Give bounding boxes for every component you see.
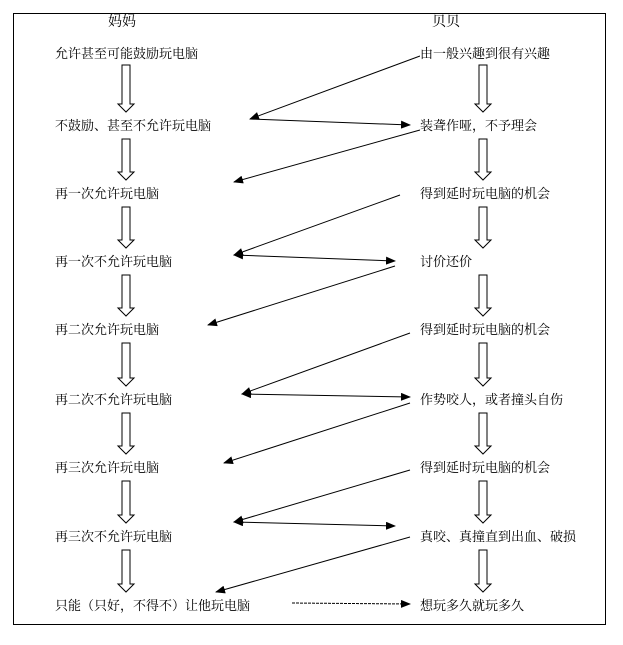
baby-down-arrow-4 — [475, 275, 491, 316]
baby-step-7: 得到延时玩电脑的机会 — [420, 461, 551, 476]
link-bite-to-allow-third — [224, 403, 410, 463]
mom-step-3: 再一次允许玩电脑 — [55, 187, 160, 202]
baby-step-6: 作势咬人，或者撞头自伤 — [420, 393, 564, 408]
baby-step-9: 想玩多久就玩多久 — [420, 599, 525, 614]
baby-down-arrow-3 — [475, 207, 491, 248]
baby-down-arrow-2 — [475, 139, 491, 180]
mom-step-4: 再一次不允许玩电脑 — [55, 255, 173, 270]
mom-step-6: 再二次不允许玩电脑 — [55, 393, 173, 408]
baby-step-3: 得到延时玩电脑的机会 — [420, 187, 551, 202]
link-mom1-to-baby-from-right — [250, 56, 420, 119]
baby-step-8: 真咬、真撞直到出血、破损 — [420, 530, 577, 545]
mom-down-arrow-1 — [118, 65, 134, 112]
mom-step-1: 允许甚至可能鼓励玩电脑 — [55, 47, 199, 62]
baby-step-5: 得到延时玩电脑的机会 — [420, 323, 551, 338]
mom-down-arrow-4 — [118, 275, 134, 316]
baby-down-arrow-1 — [475, 65, 491, 112]
mom-step-7: 再三次允许玩电脑 — [55, 461, 160, 476]
mom-step-9: 只能（只好，不得不）让他玩电脑 — [55, 599, 251, 614]
baby-down-arrow-8 — [475, 550, 491, 592]
mom-down-arrow-7 — [118, 481, 134, 523]
link-delay-to-disallow-second — [242, 333, 410, 394]
link-real-bite-to-only-allow — [216, 537, 410, 592]
link-disallow-third-to-real-bite — [234, 522, 395, 526]
link-disallow-to-bargain — [234, 255, 395, 261]
mom-down-arrow-3 — [118, 207, 134, 248]
link-delay-to-disallow-again — [234, 195, 400, 255]
link-disallow-second-to-bite — [242, 394, 410, 397]
baby-column-header: 贝贝 — [432, 14, 460, 30]
link-discourage-to-ignore — [250, 119, 410, 125]
link-ignore-to-allow-again — [234, 130, 420, 182]
mom-down-arrow-2 — [118, 139, 134, 180]
mom-down-arrow-6 — [118, 413, 134, 454]
mom-down-arrow-5 — [118, 343, 134, 386]
baby-step-4: 讨价还价 — [420, 255, 473, 270]
link-bargain-to-allow-second — [208, 266, 395, 325]
mom-step-2: 不鼓励、甚至不允许玩电脑 — [55, 119, 212, 134]
baby-step-2: 装聋作哑，不予理会 — [420, 119, 538, 134]
baby-down-arrow-6 — [475, 413, 491, 454]
baby-step-1: 由一般兴趣到很有兴趣 — [420, 47, 551, 62]
mom-column-header: 妈妈 — [108, 14, 136, 30]
mom-down-arrow-8 — [118, 550, 134, 592]
baby-down-arrow-7 — [475, 481, 491, 523]
mom-step-5: 再二次允许玩电脑 — [55, 323, 160, 338]
link-delay-to-disallow-third — [234, 470, 410, 522]
link-only-allow-to-play-as-long — [292, 603, 410, 604]
mom-step-8: 再三次不允许玩电脑 — [55, 530, 173, 545]
baby-down-arrow-5 — [475, 343, 491, 386]
